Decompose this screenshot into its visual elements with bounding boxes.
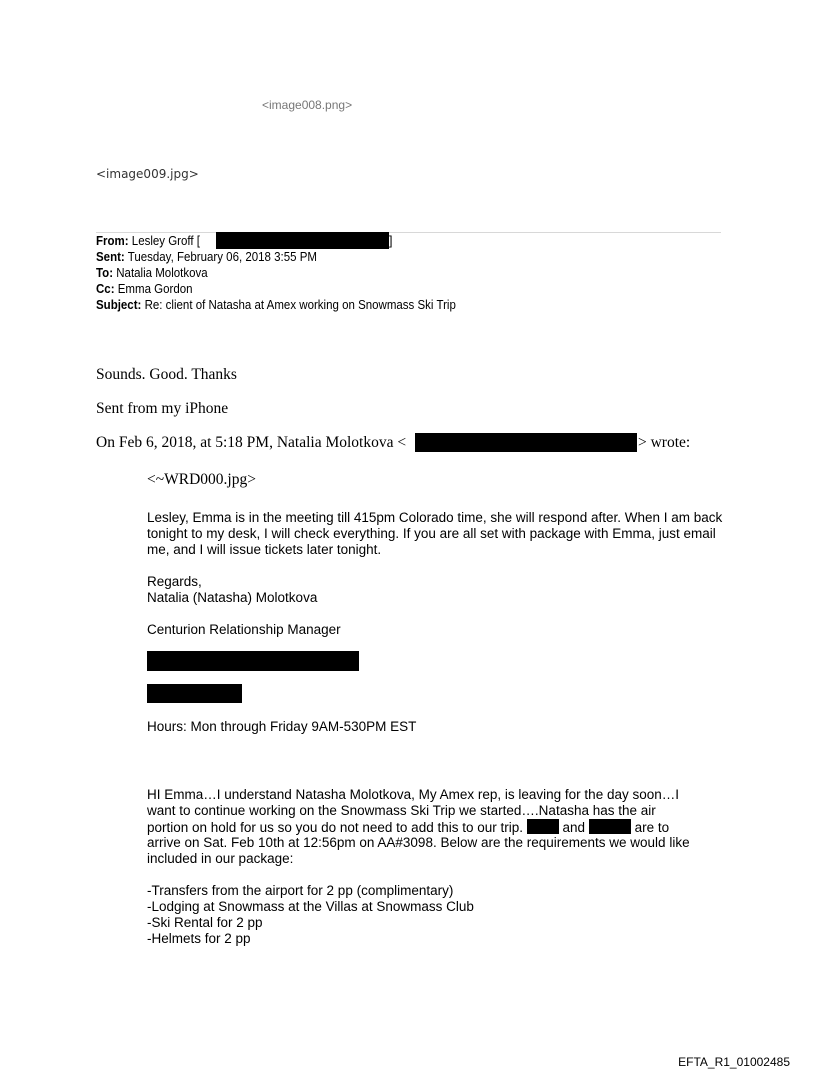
requirement-item: -Transfers from the airport for 2 pp (complimentary)	[147, 883, 454, 898]
image-placeholder-wrd000: <~WRD000.jpg>	[147, 471, 256, 488]
reply-line-1: Sounds. Good. Thanks	[96, 366, 237, 383]
sent-label: Sent:	[96, 250, 125, 264]
from-label: From:	[96, 234, 129, 248]
redaction-name-2	[589, 819, 631, 834]
original-line-3	[147, 819, 669, 836]
reply-line-2: Sent from my iPhone	[96, 400, 229, 417]
sent-value: Tuesday, February 06, 2018 3:55 PM	[127, 250, 317, 264]
quoted-name: Natalia (Natasha) Molotkova	[147, 590, 318, 605]
quoted-regards: Regards,	[147, 574, 202, 589]
header-sent	[96, 249, 317, 265]
requirement-item: -Lodging at Snowmass at the Villas at Snowmass Club	[147, 899, 474, 914]
redaction-contact-2	[147, 684, 242, 703]
header-cc	[96, 281, 193, 297]
redaction-name-1	[527, 819, 559, 834]
requirement-item: -Helmets for 2 pp	[147, 931, 251, 946]
original-line-3-and: and	[562, 820, 586, 835]
requirement-item: -Ski Rental for 2 pp	[147, 915, 263, 930]
original-line-3-end: are to	[634, 820, 670, 835]
image-placeholder-009: <image009.jpg>	[96, 167, 199, 181]
original-line-2: want to continue working on the Snowmass Ski Trip we started….Natasha has the air	[147, 803, 656, 818]
quote-intro-end: > wrote:	[638, 434, 691, 451]
redaction-contact-1	[147, 651, 359, 671]
from-value: Lesley Groff [	[131, 234, 200, 248]
quoted-title: Centurion Relationship Manager	[147, 622, 341, 637]
subject-value: Re: client of Natasha at Amex working on Snowmass Ski Trip	[144, 298, 456, 312]
from-close: ]	[389, 234, 393, 248]
to-value: Natalia Molotkova	[116, 266, 208, 280]
redaction-from-email	[216, 232, 389, 249]
original-line-5: included in our package:	[147, 851, 294, 866]
quote-intro-start: On Feb 6, 2018, at 5:18 PM, Natalia Molotkova <	[96, 434, 407, 451]
quoted-hours: Hours: Mon through Friday 9AM-530PM EST	[147, 719, 417, 734]
image-placeholder-008: <image008.png>	[262, 98, 353, 112]
original-line-1: HI Emma…I understand Natasha Molotkova, My Amex rep, is leaving for the day soon…I	[147, 787, 679, 802]
header-subject	[96, 297, 456, 313]
quoted-paragraph: Lesley, Emma is in the meeting till 415pm Colorado time, she will respond after. When I am back tonight to my desk, I will check everything. If you are all set with package with Emma, just email me, and I will issue tickets later tonight.	[147, 510, 723, 557]
cc-value: Emma Gordon	[117, 282, 193, 296]
header-to	[96, 265, 208, 281]
document-id: EFTA_R1_01002485	[678, 1055, 790, 1069]
original-line-4: arrive on Sat. Feb 10th at 12:56pm on AA#3098. Below are the requirements we would like	[147, 835, 690, 850]
original-line-3-start: portion on hold for us so you do not need to add this to our trip.	[147, 820, 523, 835]
subject-label: Subject:	[96, 298, 142, 312]
to-label: To:	[96, 266, 114, 280]
header-from	[96, 233, 200, 249]
redaction-sender-email	[415, 433, 637, 452]
cc-label: Cc:	[96, 282, 115, 296]
